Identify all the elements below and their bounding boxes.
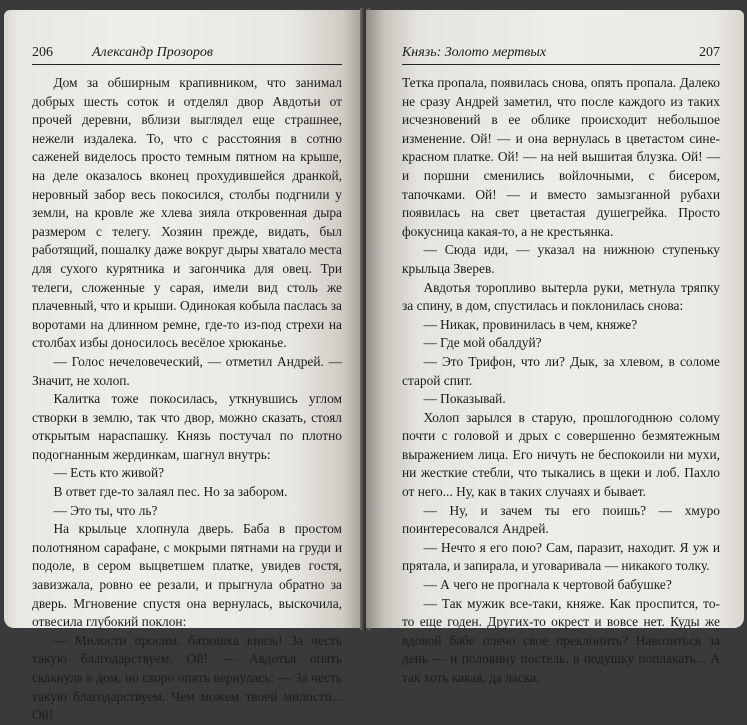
left-page-text	[32, 74, 342, 725]
left-running-head: Александр Прозоров	[92, 45, 213, 60]
paragraph: — Милости просим, батюшка князь! За честь такую благодарствуем. Ой! — Авдотья опять скакнула в дом, но скоро опять вернулась: — За честь такую благодарствуем. Чем можем твоей милости... Ой!	[32, 632, 342, 723]
right-page-number: 207	[699, 45, 720, 60]
paragraph: Холоп зарылся в старую, прошлогоднюю солому почти с головой и дрых с совершенно безмятежным выражением лица. Его ничуть не беспокоили ни мухи, ни жесткие стебли, что тыкались в щеки и лоб. Пахло от него... Ну, как в таких случаях и бывает.	[402, 409, 720, 500]
paragraph: — Никак, провинилась в чем, княже?	[423, 316, 638, 332]
paragraph: Тетка пропала, появилась снова, опять пропала. Далеко не сразу Андрей заметил, что после каждого из таких исчезновений в ее облике происходит небольшое изменение. Ой! — и она вернулась в цветастом сине-красном платке. Ой! — на ней вышитая блузка. Ой! — и поршни сменились войлочными, с бисером, тапочками. Ой! — и вместо замызганной рубахи появилась на свет цветастая душегрейка. Просто фокусница какая-то, а не крестьянка.	[402, 75, 720, 239]
right-page	[366, 10, 744, 685]
left-page	[4, 10, 364, 723]
paragraph: — Это ты, что ль?	[53, 502, 158, 518]
paragraph: — Сюда иди, — указал на нижнюю ступеньку крыльца Зверев.	[402, 242, 720, 276]
paragraph: — Голос нечеловеческий, — отметил Андрей. — Значит, не холоп.	[32, 353, 342, 388]
left-page-header	[32, 44, 342, 65]
paragraph: — Так мужик все-таки, княже. Как проспится, то-то еще годен. Других-то окрест и вовсе нет. Куды же вдовой бабе плечо свое преклонить? Навозиться за день — и половину постель, в подушку поплакать... А так хоть какая, да ласка.	[402, 595, 720, 685]
paragraph: Авдотья торопливо вытерла руки, метнула тряпку за спину, в дом, спустилась и поклонилась снова:	[402, 279, 720, 314]
right-page-text	[402, 74, 720, 688]
right-running-head: Князь: Золото мертвых	[402, 45, 547, 60]
paragraph: Калитка тоже покосилась, уткнувшись углом створки в землю, так что двор, можно сказать, стоял открытым нараспашку. Князь постучал по плотно подогнанным жердинкам, шагнул внутрь:	[32, 391, 342, 462]
paragraph: — Ну, и зачем ты его поишь? — хмуро поинтересовался Андрей.	[402, 502, 720, 537]
paragraph: — Есть кто живой?	[53, 465, 165, 481]
paragraph: — А чего не прогнала к чертовой бабушке?	[423, 577, 672, 593]
paragraph: — Это Трифон, что ли? Дык, за хлевом, в соломе старой спит.	[402, 353, 720, 388]
paragraph: На крыльце хлопнула дверь. Баба в простом полотняном сарафане, с мокрыми пятнами на груди и подоле, в сером выцветшем платке, увидев гостя, завизжала, ровно ее резали, и прыгнула обратно за дверь. Мгновение спустя она вернулась, выскочила, отвесила глубокий поклон:	[32, 521, 342, 630]
paragraph: В ответ где-то залаял пес. Но за забором.	[53, 484, 288, 500]
paragraph: Дом за обширным крапивником, что занимал добрых шесть соток и отделял двор Авдотьи от прочей деревни, вблизи выглядел еще страшнее, нежели издалека. То, что с расстояния в сотню саженей виделось просто темным пятном на крыше, на деле оказалось вконец прохудившейся дранкой, неровный забор весь покосился, столбы подгнили у земли, на кровле же хлева зияла откровенная дыра размером с телегу. Хозяин прежде, видать, был работящий, пошалку даже вокруг дыры хватало места для сухого курятника и загончика для овец. Три телеги, сложенные у сарая, имели вид столь же плачевный, что и крыши. Одинокая кобыла паслась за воротами на длинном ремне, где-то из-под стрехи на столбах избы доносилось весёлое хрюканье.	[32, 75, 342, 351]
paragraph: — Показывай.	[423, 391, 506, 407]
right-page-header	[402, 44, 720, 65]
left-page-number: 206	[32, 45, 53, 60]
paragraph: — Нечто я его пою? Сам, паразит, находит. Я уж и прятала, и запирала, и уговаривала — никакого толку.	[402, 539, 720, 574]
paragraph: — Где мой обалдуй?	[423, 335, 542, 351]
